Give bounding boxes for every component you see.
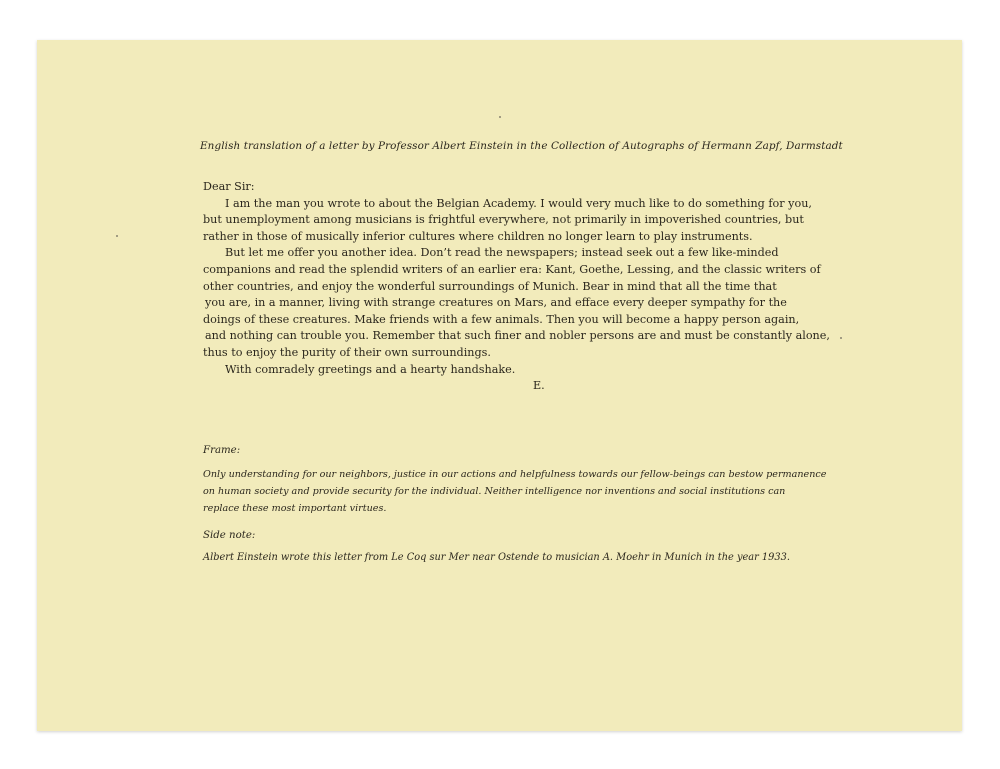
- letter-line: rather in those of musically inferior cultures where children no longer learn to play instruments.: [203, 229, 753, 243]
- letter-line: I am the man you wrote to about the Belgian Academy. I would very much like to do something for you,: [225, 196, 812, 210]
- frame-label: Frame:: [203, 445, 241, 456]
- letter-line: you are, in a manner, living with strange creatures on Mars, and efface every deeper sympathy for the: [205, 296, 787, 310]
- paper-speck: [116, 235, 118, 237]
- letter-line: companions and read the splendid writers of an earlier era: Kant, Goethe, Lessing, and the classic writers of: [203, 262, 821, 276]
- frame-line: on human society and provide security for the individual. Neither intelligence nor inventions and social institutions can: [203, 486, 786, 497]
- paper-speck: [499, 116, 501, 118]
- side-note-text: Albert Einstein wrote this letter from Le Coq sur Mer near Ostende to musician A. Moehr in Munich in the year 1933.: [203, 552, 790, 563]
- document-heading: English translation of a letter by Professor Albert Einstein in the Collection of Autographs of Hermann Zapf, Darmstadt: [200, 140, 843, 152]
- letter-line: and nothing can trouble you. Remember that such finer and nobler persons are and must be constantly alone,: [205, 329, 830, 343]
- letter-line: But let me offer you another idea. Don’t read the newspapers; instead seek out a few like-minded: [225, 246, 779, 260]
- paper-speck: [840, 337, 842, 339]
- letter-line: but unemployment among musicians is frightful everywhere, not primarily in impoverished countries, but: [203, 213, 804, 227]
- paper-sheet: [37, 40, 962, 731]
- side-note-label: Side note:: [203, 530, 256, 541]
- letter-body: [203, 179, 830, 395]
- letter-line: other countries, and enjoy the wonderful surroundings of Munich. Bear in mind that all the time that: [203, 279, 777, 293]
- frame-line: Only understanding for our neighbors, justice in our actions and helpfulness towards our fellow-beings can bestow permanence: [203, 469, 827, 480]
- letter-salutation: Dear Sir:: [203, 180, 255, 193]
- letter-line: doings of these creatures. Make friends with a few animals. Then you will become a happy person again,: [203, 312, 800, 326]
- frame-text: [203, 466, 827, 517]
- letter-signature: E.: [533, 379, 545, 393]
- letter-line: thus to enjoy the purity of their own surroundings.: [203, 345, 491, 359]
- frame-line: replace these most important virtues.: [203, 503, 387, 514]
- letter-closing: With comradely greetings and a hearty handshake.: [225, 362, 516, 376]
